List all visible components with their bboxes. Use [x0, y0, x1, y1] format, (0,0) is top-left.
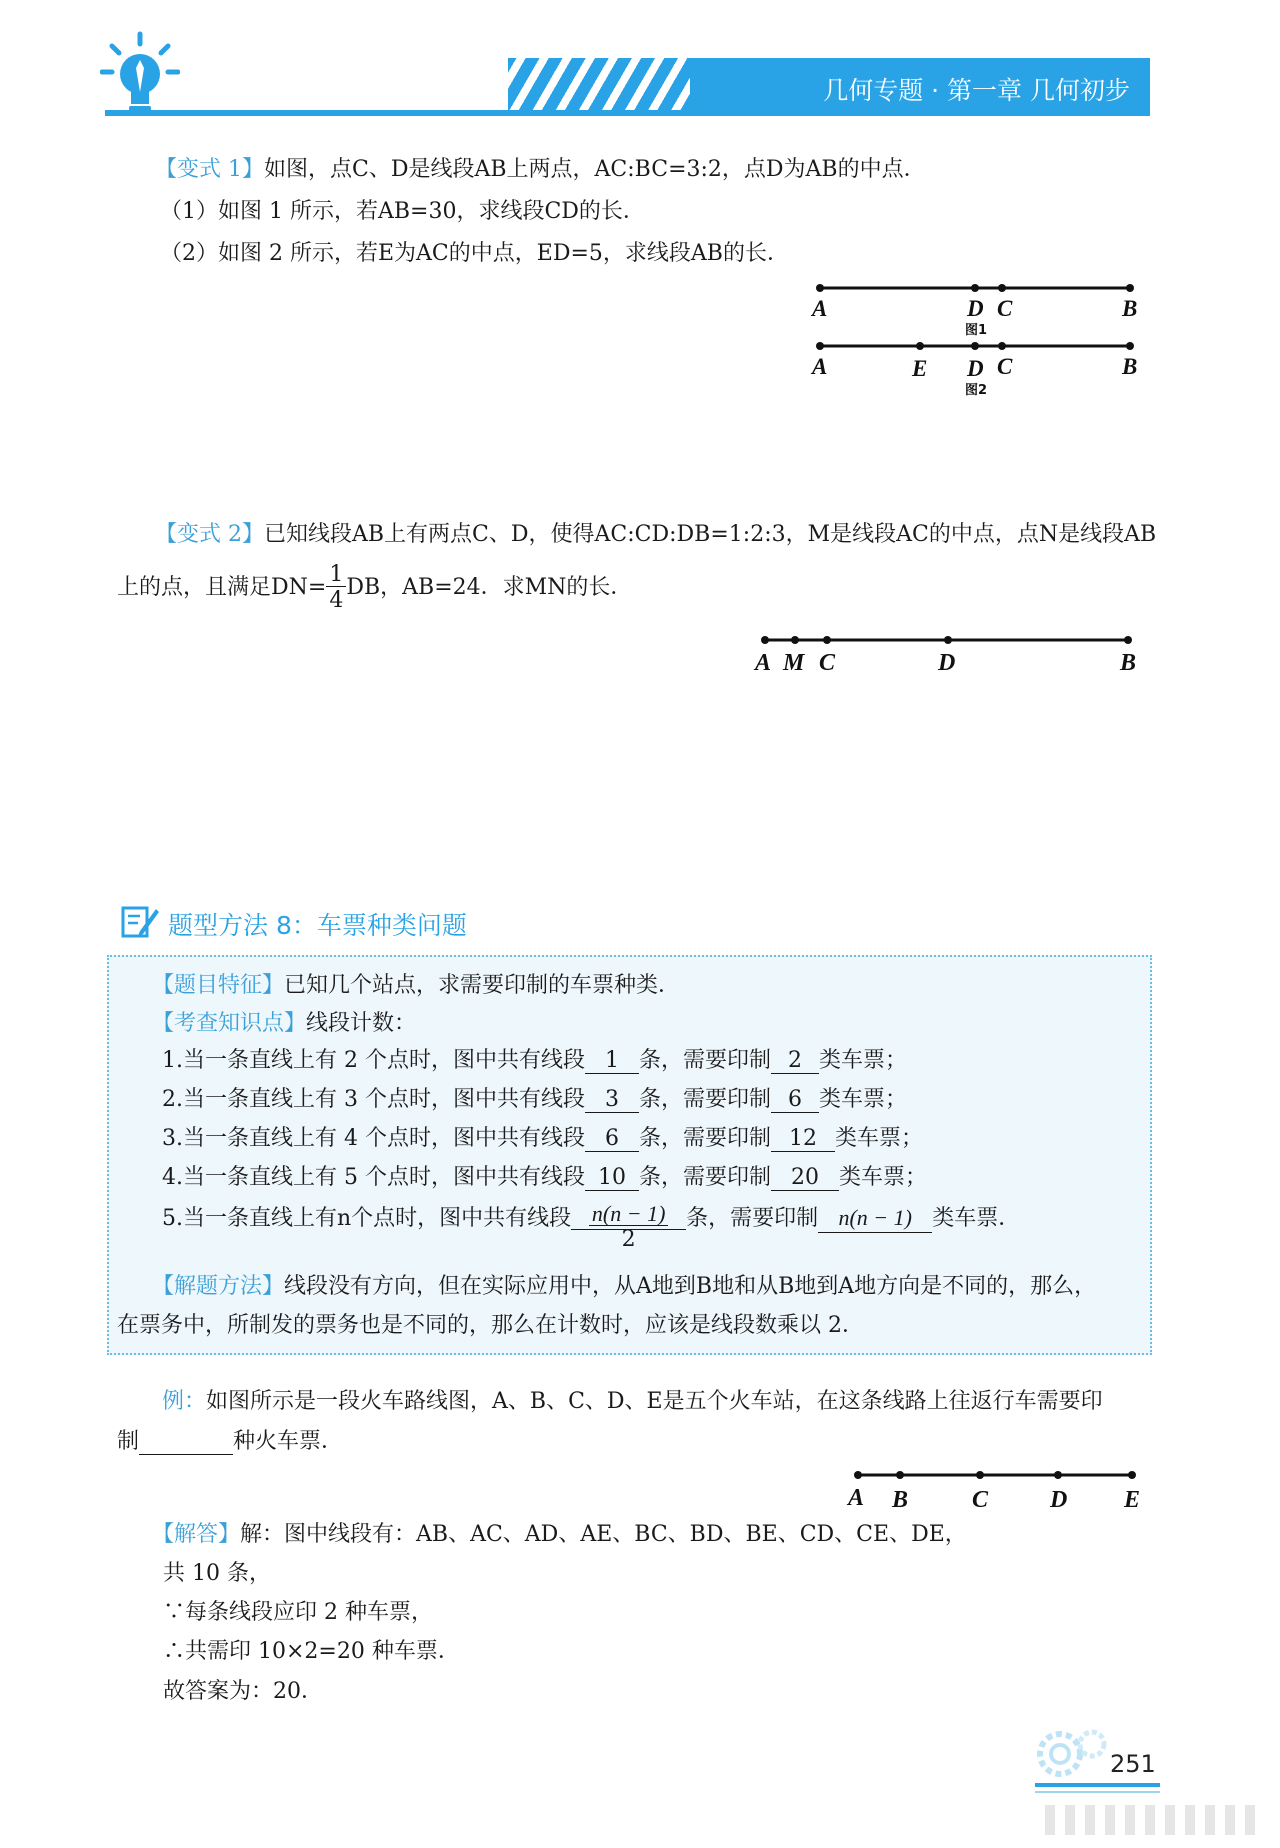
answer-text-1: 解：图中线段有：AB、AC、AD、AE、BC、BD、BE、CD、CE、DE，	[240, 1522, 967, 1547]
row1-pre: 1.当一条直线上有 2 个点时，图中共有线段	[162, 1048, 585, 1073]
fig2-point-a	[816, 342, 824, 350]
fig2-caption: 图2	[965, 383, 988, 398]
fig1-point-d	[971, 284, 979, 292]
ex-point-a	[854, 1471, 862, 1479]
example-text-1: 如图所示是一段火车路线图，A、B、C、D、E是五个火车站，在这条线路上往返行车需要印	[206, 1389, 1103, 1414]
count-row	[162, 1167, 927, 1191]
fig2-label-c: C	[997, 354, 1013, 379]
row4-tix-blank: 20	[771, 1167, 839, 1191]
variant2-line1	[155, 524, 1156, 546]
row4-mid: 条，需要印制	[638, 1165, 771, 1190]
count-row-n	[162, 1200, 1021, 1252]
v2-point-a	[761, 636, 769, 644]
header-underline	[105, 110, 1150, 116]
row2-mid: 条，需要印制	[638, 1087, 771, 1112]
method8-heading: 题型方法 8：车票种类问题	[168, 911, 467, 940]
example-answer-blank	[139, 1431, 233, 1455]
fig1-label-d: D	[967, 296, 984, 321]
feature-text: 已知几个站点，求需要印制的车票种类．	[284, 973, 681, 998]
fig2-label-e: E	[912, 356, 928, 381]
v2-label-d: D	[938, 650, 956, 676]
figure-1	[810, 284, 1137, 338]
answer-line3: ∵每条线段应印 2 种车票，	[163, 1600, 433, 1625]
variant1-tag: 【变式 1】	[155, 157, 264, 182]
row1-post: 类车票；	[819, 1048, 908, 1073]
variant2-line2-post: DB，AB=24．求MN的长．	[346, 575, 633, 600]
method8-solve-line2: 在票务中，所制发的票务也是不同的，那么在计数时，应该是线段数乘以 2．	[117, 1313, 864, 1338]
fig2-point-d	[971, 342, 979, 350]
variant2-line2	[117, 564, 632, 612]
answer-line1	[152, 1524, 967, 1546]
footer-rule	[1035, 1783, 1160, 1787]
answer-line5: 故答案为：20．	[163, 1679, 323, 1704]
feature-tag: 【题目特征】	[152, 973, 285, 998]
ex-label-d: D	[1050, 1487, 1068, 1513]
count-row	[162, 1089, 907, 1113]
ex-point-d	[1054, 1471, 1062, 1479]
variant2-text: 已知线段AB上有两点C、D，使得AC:CD:DB=1:2:3，M是线段AC的中点，点N是线段AB	[264, 522, 1157, 547]
row5-frac-den: 2	[621, 1226, 636, 1252]
method8-feature	[152, 975, 680, 997]
fig2-label-a: A	[812, 354, 828, 379]
row4-post: 类车票；	[839, 1165, 928, 1190]
solve-tag: 【解题方法】	[152, 1274, 285, 1299]
row1-tix-blank: 2	[771, 1050, 819, 1074]
ex-point-c	[976, 1471, 984, 1479]
fig1-point-a	[816, 284, 824, 292]
example-line2	[117, 1431, 343, 1455]
pencil-note-icon	[120, 903, 160, 939]
v2-point-c	[823, 636, 831, 644]
figure-2	[810, 342, 1137, 398]
example-figure	[840, 1465, 1150, 1515]
row3-seg-blank: 6	[585, 1128, 639, 1152]
page-number: 251	[1110, 1750, 1156, 1778]
row3-tix-blank: 12	[771, 1128, 835, 1152]
lightbulb-icon	[100, 30, 180, 120]
example-line1	[162, 1391, 1103, 1413]
variant1-q2: （2）如图 2 所示，若E为AC的中点，ED=5，求线段AB的长．	[160, 241, 789, 266]
row5-fraction	[589, 1200, 669, 1252]
fig2-point-b	[1126, 342, 1134, 350]
method8-solve-line1	[152, 1276, 1096, 1298]
row5-seg-blank	[571, 1200, 686, 1252]
variant1-text: 如图，点C、D是线段AB上两点，AC:BC=3:2，点D为AB的中点．	[264, 157, 926, 182]
v2-point-b	[1124, 636, 1132, 644]
ex-point-e	[1128, 1471, 1136, 1479]
fig2-point-e	[916, 342, 924, 350]
row5-mid: 条，需要印制	[686, 1206, 819, 1231]
row5-tix-blank: n(n − 1)	[818, 1205, 932, 1233]
answer-line2: 共 10 条，	[163, 1561, 271, 1586]
v2-label-b: B	[1120, 650, 1137, 676]
variant2-tag: 【变式 2】	[155, 522, 264, 547]
count-row	[162, 1128, 923, 1152]
method8-knowledge	[152, 1013, 416, 1035]
fig1-label-a: A	[812, 296, 828, 321]
v2-point-m	[791, 636, 799, 644]
fig2-label-d: D	[967, 356, 984, 381]
row2-post: 类车票；	[819, 1087, 908, 1112]
variant1-line1	[155, 159, 926, 181]
row5-frac-num: n(n − 1)	[589, 1203, 669, 1226]
fig2-point-c	[998, 342, 1006, 350]
row4-pre: 4.当一条直线上有 5 个点时，图中共有线段	[162, 1165, 585, 1190]
gear-decoration-icon	[1030, 1722, 1120, 1782]
header-hatch-decoration	[508, 58, 692, 114]
row3-pre: 3.当一条直线上有 4 个点时，图中共有线段	[162, 1126, 585, 1151]
fig1-point-c	[998, 284, 1006, 292]
header-title: 几何专题 · 第一章 几何初步	[823, 76, 1130, 105]
row2-tix-blank: 6	[771, 1089, 819, 1113]
example-tag: 例：	[162, 1389, 207, 1414]
v2-label-c: C	[819, 650, 836, 676]
knowledge-text: 线段计数：	[306, 1011, 417, 1036]
row5-pre: 5.当一条直线上有n个点时，图中共有线段	[162, 1206, 572, 1231]
ex-label-e: E	[1124, 1487, 1141, 1513]
footer-bars-decoration	[1045, 1805, 1255, 1835]
ex-point-b	[896, 1471, 904, 1479]
example-line2-pre: 制	[117, 1429, 140, 1454]
row3-mid: 条，需要印制	[638, 1126, 771, 1151]
v2-label-a: A	[755, 650, 772, 676]
fig1-label-b: B	[1122, 296, 1138, 321]
variant1-figures	[800, 278, 1160, 403]
row4-seg-blank: 10	[585, 1167, 639, 1191]
row1-seg-blank: 1	[585, 1050, 639, 1074]
fig1-caption: 图1	[965, 323, 988, 338]
variant1-q1: （1）如图 1 所示，若AB=30，求线段CD的长．	[160, 199, 645, 224]
row1-mid: 条，需要印制	[638, 1048, 771, 1073]
answer-line4: ∴共需印 10×2=20 种车票．	[163, 1639, 460, 1664]
footer-rule-thin	[1035, 1791, 1160, 1793]
fig1-point-b	[1126, 284, 1134, 292]
solve-text-1: 线段没有方向，但在实际应用中，从A地到B地和从B地到A地方向是不同的，那么，	[284, 1274, 1097, 1299]
ex-label-c: C	[972, 1487, 989, 1513]
variant2-figure	[750, 630, 1150, 680]
example-line2-post: 种火车票．	[233, 1429, 344, 1454]
count-row	[162, 1050, 907, 1074]
variant2-line2-pre: 上的点，且满足DN=	[117, 575, 327, 600]
fig1-label-c: C	[997, 296, 1013, 321]
row5-post: 类车票．	[932, 1206, 1021, 1231]
v2-label-m: M	[783, 650, 805, 676]
row2-seg-blank: 3	[585, 1089, 639, 1113]
answer-tag: 【解答】	[152, 1522, 241, 1547]
v2-point-d	[944, 636, 952, 644]
ex-label-a: A	[848, 1485, 865, 1511]
knowledge-tag: 【考查知识点】	[152, 1011, 307, 1036]
row2-pre: 2.当一条直线上有 3 个点时，图中共有线段	[162, 1087, 585, 1112]
ex-label-b: B	[892, 1487, 909, 1513]
fig2-label-b: B	[1122, 354, 1138, 379]
variant2-fraction	[326, 564, 346, 612]
variant2-frac-num: 1	[326, 564, 346, 587]
variant2-frac-den: 4	[329, 588, 344, 613]
row3-post: 类车票；	[835, 1126, 924, 1151]
